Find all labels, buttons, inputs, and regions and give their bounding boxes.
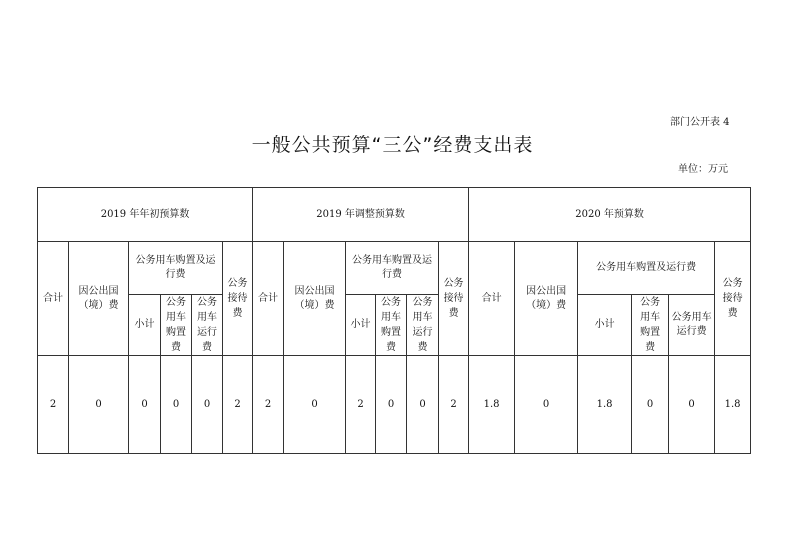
- col-abroad: 因公出国（境）费: [284, 242, 346, 356]
- cell-value: 1.8: [578, 356, 632, 454]
- cell-value: 0: [161, 356, 192, 454]
- cell-value: 0: [376, 356, 407, 454]
- cell-value: 2: [38, 356, 69, 454]
- col-subtotal: 小计: [346, 295, 376, 356]
- cell-value: 0: [407, 356, 439, 454]
- cell-value: 2: [346, 356, 376, 454]
- unit-label: 单位：万元: [678, 164, 728, 175]
- page-title: 一般公共预算“三公”经费支出表: [251, 134, 534, 156]
- document-label: 部门公开表 4: [670, 117, 730, 128]
- cell-value: 0: [632, 356, 669, 454]
- group-header-2019-adjusted: 2019 年调整预算数: [253, 188, 469, 242]
- group-header-2020: 2020 年预算数: [469, 188, 751, 242]
- cell-value: 2: [223, 356, 253, 454]
- col-operation: 公务用车运行费: [192, 295, 223, 356]
- cell-value: 0: [284, 356, 346, 454]
- cell-value: 0: [192, 356, 223, 454]
- col-purchase: 公务用车购置费: [376, 295, 407, 356]
- col-vehicle: 公务用车购置及运行费: [346, 242, 439, 295]
- col-total: 合计: [253, 242, 284, 356]
- expense-table: [37, 187, 751, 454]
- cell-value: 2: [439, 356, 469, 454]
- col-abroad: 因公出国（境）费: [515, 242, 578, 356]
- cell-value: 0: [69, 356, 129, 454]
- col-vehicle: 公务用车购置及运行费: [129, 242, 223, 295]
- col-purchase: 公务用车购置费: [632, 295, 669, 356]
- col-reception: 公务接待费: [715, 242, 751, 356]
- col-subtotal: 小计: [578, 295, 632, 356]
- col-total: 合计: [38, 242, 69, 356]
- col-operation: 公务用车运行费: [407, 295, 439, 356]
- col-abroad: 因公出国（境）费: [69, 242, 129, 356]
- cell-value: 2: [253, 356, 284, 454]
- column-header-row: [38, 242, 751, 295]
- group-header-row: [38, 188, 751, 242]
- col-subtotal: 小计: [129, 295, 161, 356]
- col-purchase: 公务用车购置费: [161, 295, 192, 356]
- group-header-2019-initial: 2019 年年初预算数: [38, 188, 253, 242]
- subheader-row: [38, 295, 751, 356]
- cell-value: 0: [669, 356, 715, 454]
- col-reception: 公务接待费: [439, 242, 469, 356]
- cell-value: 0: [129, 356, 161, 454]
- col-total: 合计: [469, 242, 515, 356]
- cell-value: 0: [515, 356, 578, 454]
- cell-value: 1.8: [469, 356, 515, 454]
- table-row: [38, 356, 751, 454]
- col-operation: 公务用车运行费: [669, 295, 715, 356]
- col-reception: 公务接待费: [223, 242, 253, 356]
- cell-value: 1.8: [715, 356, 751, 454]
- col-vehicle: 公务用车购置及运行费: [578, 242, 715, 295]
